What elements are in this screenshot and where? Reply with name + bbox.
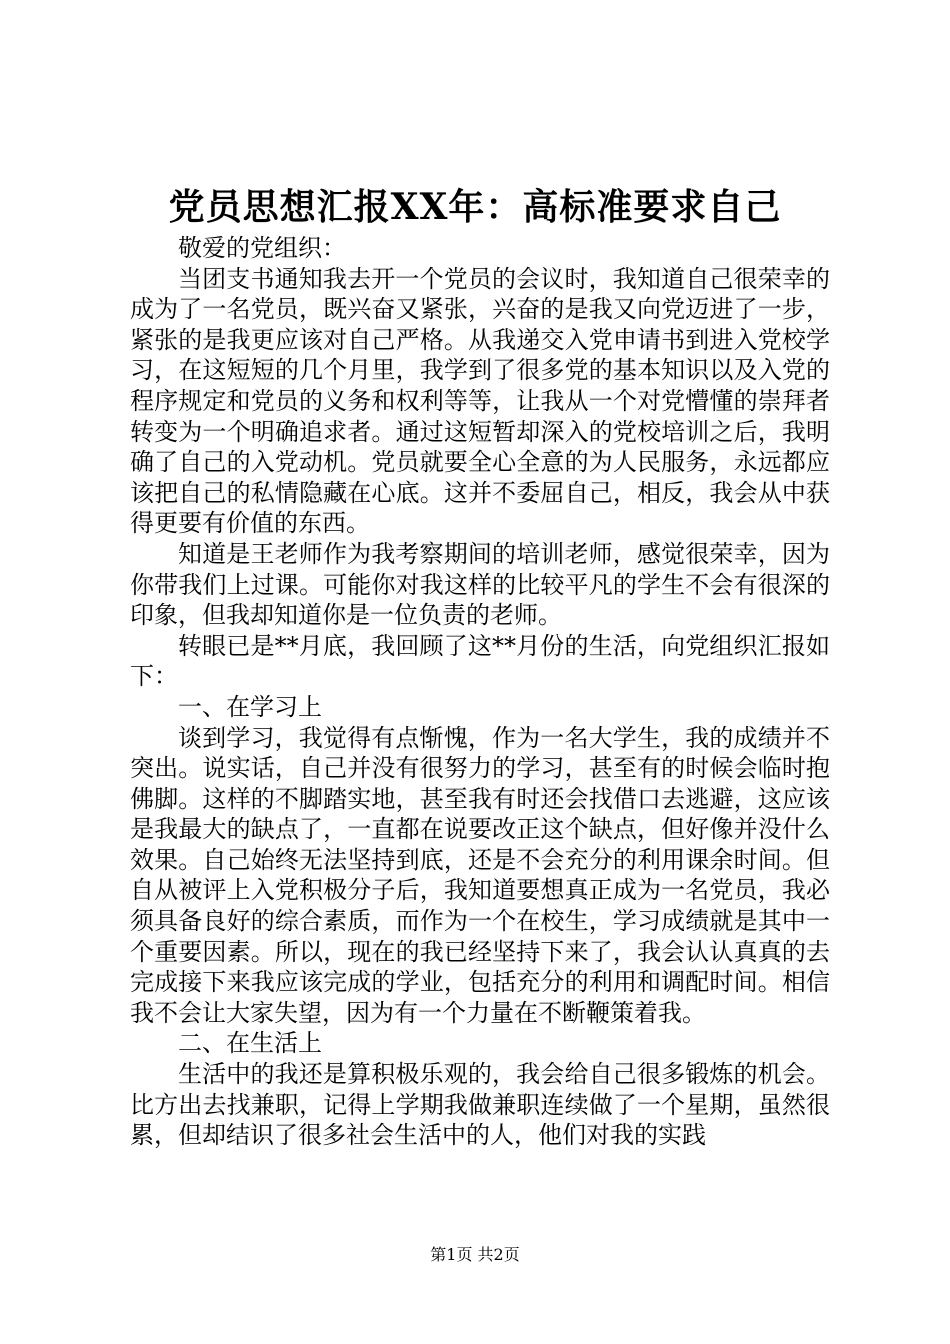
section-heading: 二、在生活上	[178, 1029, 322, 1058]
salutation-paragraph: 敬爱的党组织：	[178, 234, 346, 262]
page-footer: 第1页 共2页	[430, 1245, 520, 1264]
section-heading: 一、在学习上	[178, 692, 322, 721]
body-paragraph: 知道是王老师作为我考察期间的培训老师，感觉很荣幸，因为你带我们上过课。可能你对我这样的比较平凡的学生不会有很深的印象，但我却知道你是一位负责的老师。	[130, 539, 830, 630]
body-paragraph: 当团支书通知我去开一个党员的会议时，我知道自己很荣幸的成为了一名党员，既兴奋又紧张，兴奋的是我又向党迈进了一步，紧张的是我更应该对自己严格。从我递交入党申请书到进入党校学习，在这短短的几个月里，我学到了很多党的基本知识以及入党的程序规定和党员的义务和权利等等，让我从一个对党懵懂的崇拜者转变为一个明确追求者。通过这短暂却深入的党校培训之后，我明确了自己的入党动机。党员就要全心全意的为人民服务，永远都应该把自己的私情隐藏在心底。这并不委屈自己，相反，我会从中获得更要有价值的东西。	[130, 264, 830, 538]
document-title: 党员思想汇报XX年：高标准要求自己	[168, 186, 782, 228]
body-paragraph: 转眼已是**月底，我回顾了这**月份的生活，向党组织汇报如下：	[130, 631, 830, 691]
body-paragraph: 谈到学习，我觉得有点惭愧，作为一名大学生，我的成绩并不突出。说实话，自己并没有很努力的学习，甚至有的时候会临时抱佛脚。这样的不脚踏实地，甚至我有时还会找借口去逃避，这应该是我最大的缺点了，一直都在说要改正这个缺点，但好像并没什么效果。自己始终无法坚持到底，还是不会充分的利用课余时间。但自从被评上入党积极分子后，我知道要想真正成为一名党员，我必须具备良好的综合素质，而作为一个在校生，学习成绩就是其中一个重要因素。所以，现在的我已经坚持下来了，我会认认真真的去完成接下来我应该完成的学业，包括充分的利用和调配时间。相信我不会让大家失望，因为有一个力量在不断鞭策着我。	[130, 723, 830, 1027]
document-body	[130, 233, 830, 1151]
body-paragraph: 生活中的我还是算积极乐观的，我会给自己很多锻炼的机会。比方出去找兼职，记得上学期我做兼职连续做了一个星期，虽然很累，但却结识了很多社会生活中的人，他们对我的实践	[130, 1060, 830, 1150]
